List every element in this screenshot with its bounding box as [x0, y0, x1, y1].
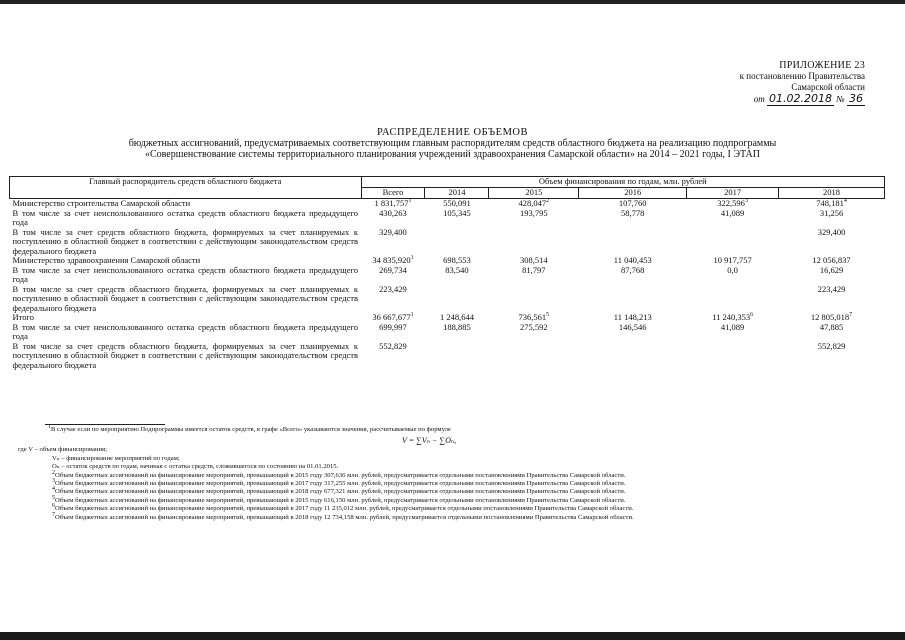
table-row — [10, 209, 885, 228]
footnote-marker: 3 — [52, 477, 55, 484]
number-label: № — [836, 94, 845, 104]
cell-total — [361, 266, 425, 285]
footnote-item — [18, 511, 878, 522]
document-heading — [0, 127, 905, 160]
footnote-1 — [18, 423, 878, 434]
cell-y2015 — [489, 228, 579, 257]
cell-y2015 — [489, 285, 579, 314]
v-definition: Vₙ – финансирование мероприятий по годам; — [52, 454, 180, 462]
cell-value: 12 805,018 — [810, 312, 850, 322]
footnote-text: Объем бюджетных ассигнований на финансирование мероприятий, превышающий в 2018 году 677,321 млн. рублей, предусматривается отдельными постановлениями Правительства Самарской области. — [55, 488, 626, 496]
cell-y2018 — [779, 285, 885, 314]
cell-y2017 — [687, 342, 779, 371]
cell-y2014 — [425, 209, 489, 228]
row-label: В том числе за счет средств областного бюджета, формируемых за счет планируемых к поступлению в областной бюджет в соответствии с действующим законодательством средств федерального бюджета — [12, 226, 359, 256]
cell-value: 12 056,837 — [812, 255, 851, 265]
cell-value: 322,596 — [717, 198, 745, 208]
cell-value: 552,829 — [817, 340, 846, 351]
table-row — [10, 285, 885, 314]
cell-value: 552,829 — [379, 340, 407, 351]
cell-y2016 — [579, 228, 687, 257]
cell-y2014 — [425, 323, 489, 342]
cell-value: 736,561 — [518, 312, 547, 322]
cell-value: 16,629 — [819, 264, 844, 275]
footnote-list — [18, 469, 878, 522]
cell-value: 1 248,644 — [439, 312, 474, 322]
footnote-marker: 1 — [48, 423, 51, 430]
cell-y2017 — [687, 209, 779, 228]
cell-total — [361, 323, 425, 342]
cell-y2015 — [489, 266, 579, 285]
cell-value: 34 835,920 — [372, 255, 411, 265]
cell-value: 11 148,213 — [613, 312, 652, 322]
footnote-marker: 6 — [52, 503, 55, 510]
footnote-item — [18, 505, 878, 513]
cell-value: 11 240,353 — [712, 312, 751, 322]
row-label: Министерство строительства Самарской области — [12, 198, 191, 208]
header-total: Всего — [361, 188, 425, 199]
cell-value: 105,345 — [443, 207, 471, 218]
table-row — [10, 228, 885, 257]
cell-y2014 — [425, 228, 489, 257]
cell-footnote-marker: 3 — [744, 198, 748, 205]
cell-y2015 — [489, 209, 579, 228]
cell-value: 550,091 — [443, 198, 471, 208]
cell-value: 146,546 — [618, 321, 647, 332]
appendix-title: ПРИЛОЖЕНИЕ 23 — [779, 60, 865, 71]
cell-value: 41,089 — [720, 321, 745, 332]
cell-footnote-marker: 2 — [546, 198, 550, 205]
cell-y2016 — [579, 266, 687, 285]
scan-top-edge — [0, 0, 905, 4]
cell-value: 308,514 — [520, 255, 548, 265]
date-prefix: от — [753, 94, 765, 104]
footnote-marker: 7 — [52, 511, 55, 518]
cell-footnote-marker: 5 — [546, 312, 550, 319]
appendix-line2: Самарской области — [791, 82, 865, 92]
footnote-text: В случае если по мероприятию Подпрограммы имеется остаток средств, в графе «Всего» указываются значения, рассчитываемые по формуле — [51, 426, 451, 433]
row-label: В том числе за счет неиспользованного остатка средств областного бюджета предыдущего года — [12, 207, 359, 227]
cell-value: 748,181 — [816, 198, 844, 208]
cell-y2018 — [779, 342, 885, 371]
handwritten-date: 01.02.2018 — [769, 92, 832, 105]
heading-title: РАСПРЕДЕЛЕНИЕ ОБЪЕМОВ — [376, 127, 529, 138]
appendix-date-line — [665, 93, 865, 105]
header-year: 2014 — [425, 188, 489, 199]
footnote-text: Объем бюджетных ассигнований на финансирование мероприятий, превышающий в 2015 году 616,150 млн. рублей, предусматривается отдельными постановлениями Правительства Самарской области. — [55, 496, 626, 504]
header-main: Главный распорядитель средств областного бюджета — [10, 177, 362, 199]
cell-y2016 — [579, 342, 687, 371]
header-year: 2015 — [489, 188, 579, 199]
cell-y2018 — [779, 323, 885, 342]
cell-y2016 — [579, 209, 687, 228]
cell-footnote-marker: 1 — [408, 198, 412, 205]
heading-line2: бюджетных ассигнований, предусматриваемых соответствующим главным распорядителям средств областного бюджета на реализацию подпрограммы — [128, 138, 777, 149]
footnote-marker: 5 — [52, 494, 55, 501]
table-row — [10, 323, 885, 342]
scan-bottom-edge — [0, 632, 905, 640]
cell-value: 699,997 — [379, 321, 407, 332]
header-year: 2018 — [779, 188, 885, 199]
cell-footnote-marker: 4 — [843, 198, 847, 205]
cell-value: 83,540 — [445, 264, 469, 275]
cell-value: 1 831,757 — [374, 198, 409, 208]
cell-footnote-marker: 1 — [410, 255, 414, 262]
appendix-block — [665, 60, 865, 105]
cell-footnote-marker: 6 — [750, 312, 754, 319]
row-label: В том числе за счет средств областного бюджета, формируемых за счет планируемых к поступлению в областной бюджет в соответствии с действующим законодательством средств федерального бюджета — [12, 283, 359, 313]
cell-y2017 — [687, 323, 779, 342]
footnote-item — [18, 469, 878, 480]
footnote-marker: 2 — [52, 469, 55, 476]
cell-value: 36 667,677 — [372, 312, 411, 322]
table-row — [10, 266, 885, 285]
cell-value: 10 917,757 — [713, 255, 752, 265]
financing-table — [9, 176, 885, 370]
cell-total — [361, 209, 425, 228]
cell-footnote-marker: 7 — [849, 312, 853, 319]
cell-value: 87,768 — [621, 264, 645, 275]
cell-y2017 — [687, 285, 779, 314]
row-label: В том числе за счет неиспользованного остатка средств областного бюджета предыдущего года — [12, 321, 359, 341]
cell-value: 430,263 — [379, 207, 407, 218]
cell-value: 329,400 — [379, 226, 407, 237]
cell-y2018 — [779, 228, 885, 257]
cell-value: 698,553 — [443, 255, 471, 265]
cell-value: 223,429 — [379, 283, 407, 294]
cell-total — [361, 342, 425, 371]
header-year: 2017 — [687, 188, 779, 199]
where-line: где V – объем финансирования; — [18, 446, 107, 454]
cell-footnote-marker: 1 — [410, 312, 414, 319]
cell-value: 47,885 — [819, 321, 844, 332]
cell-value: 11 040,453 — [613, 255, 652, 265]
cell-y2017 — [687, 266, 779, 285]
cell-value: 81,797 — [522, 264, 546, 275]
cell-value: 0,0 — [727, 264, 738, 275]
row-label: В том числе за счет средств областного бюджета, формируемых за счет планируемых к поступлению в областной бюджет в соответствии с действующим законодательством средств федерального бюджета — [12, 340, 359, 370]
cell-value: 31,256 — [819, 207, 844, 218]
header-group: Объем финансирования по годам, млн. рублей — [361, 177, 884, 188]
cell-total — [361, 285, 425, 314]
o-definition: Oₙ – остаток средств по годам, начиная с остатка средств, сложившегося по состоянию на 01.01.2015. — [52, 463, 339, 471]
cell-value: 428,047 — [518, 198, 547, 208]
cell-y2016 — [579, 285, 687, 314]
appendix-line1: к постановлению Правительства — [739, 71, 865, 81]
formula: V = ∑Vₙ − ∑Oₙ, — [402, 436, 457, 445]
cell-value: 107,760 — [618, 198, 647, 208]
row-label: Итого — [12, 312, 35, 322]
footnote-separator — [45, 424, 165, 425]
cell-y2014 — [425, 342, 489, 371]
cell-value: 193,795 — [520, 207, 548, 218]
footnote-text: Объем бюджетных ассигнований на финансирование мероприятий, превышающий в 2018 году 12 734,158 млн. рублей, предусматривается отдельными постановлениями Правительства Самарской области. — [55, 513, 634, 521]
header-year: 2016 — [579, 188, 687, 199]
cell-value: 275,592 — [520, 321, 548, 332]
footnote-text: Объем бюджетных ассигнований на финансирование мероприятий, превышающий в 2017 году 11 235,012 млн. рублей, предусматривается отдельными постановлениями Правительства Самарской области. — [55, 505, 634, 513]
footnote-text: Объем бюджетных ассигнований на финансирование мероприятий, превышающий в 2017 году 317,255 млн. рублей, предусматривается отдельными постановлениями Правительства Самарской области. — [55, 480, 626, 488]
cell-total — [361, 228, 425, 257]
cell-value: 223,429 — [817, 283, 846, 294]
cell-value: 41,089 — [720, 207, 745, 218]
row-label: Министерство здравоохранения Самарской области — [12, 255, 201, 265]
cell-y2014 — [425, 285, 489, 314]
footnote-marker: 4 — [52, 486, 55, 493]
cell-y2014 — [425, 266, 489, 285]
cell-y2018 — [779, 266, 885, 285]
cell-y2015 — [489, 342, 579, 371]
cell-y2017 — [687, 228, 779, 257]
footnote-text: Объем бюджетных ассигнований на финансирование мероприятий, превышающий в 2015 году 307,636 млн. рублей, предусматривается отдельными постановлениями Правительства Самарской области. — [55, 471, 626, 479]
cell-y2018 — [779, 209, 885, 228]
heading-line3: «Совершенствование системы территориального планирования учреждений здравоохранения Самарской области» на 2014 – 2021 годы, I ЭТАП — [144, 149, 761, 160]
cell-y2016 — [579, 323, 687, 342]
cell-value: 58,778 — [621, 207, 645, 218]
row-label: В том числе за счет неиспользованного остатка средств областного бюджета предыдущего года — [12, 264, 359, 284]
cell-value: 269,734 — [379, 264, 407, 275]
cell-value: 188,885 — [443, 321, 471, 332]
footnote-item — [18, 488, 878, 496]
footnote-item — [18, 494, 878, 505]
table-row — [10, 342, 885, 371]
handwritten-number: 36 — [849, 92, 863, 105]
cell-y2015 — [489, 323, 579, 342]
cell-value: 329,400 — [817, 226, 846, 237]
